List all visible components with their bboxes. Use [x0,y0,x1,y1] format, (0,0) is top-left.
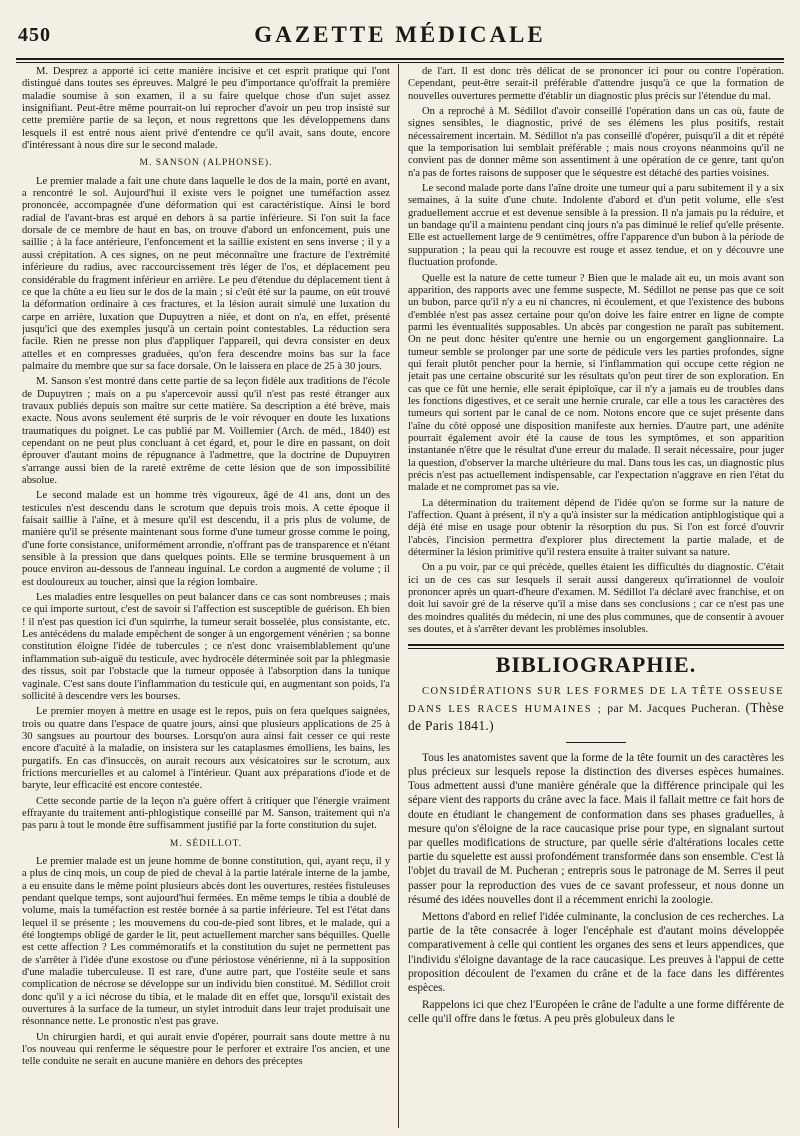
paragraph: Mettons d'abord en relief l'idée culminante, la conclusion de ces recherches. La partie de la tête consacrée à loger l'encéphale est d'autant moins développée comparativement à celle qui contient les organes des sens et leurs appendices, que l'individu s'éloigne davantage de la race caucasique. Les preuves à l'appui de cette proposition découlent de l'examen du crâne et de la face dans les différentes espèces. [408,911,784,995]
paragraph: Rappelons ici que chez l'Européen le crâne de l'adulte a une forme différente de celle qu'il offre dans le fœtus. A peu près globuleux dans le [408,999,784,1026]
reference-author: par M. Jacques Pucheran. [607,700,741,715]
journal-title: GAZETTE MÉDICALE [254,22,546,47]
bibliography-heading: BIBLIOGRAPHIE. [495,652,697,678]
paragraph: On a pu voir, par ce qui précède, quelles étaient les difficultés du diagnostic. C'était ici un de ces cas sur lesquels il serait aussi dangereux qu'irrationnel de vouloir prononcer après un quart-d'heure d'examen. M. Sédillot l'a déclaré avec franchise, et on doit lui savoir gré de la réserve qu'il a mise dans ses conclusions ; car ce n'est pas une des moindres qualités du médecin, ni une des plus communes, que de consentir à avouer ses doutes, et à s'arrêter devant les problèmes insolubles. [408,562,784,636]
paragraph: Le second malade est un homme très vigoureux, âgé de 41 ans, dont un des testicules n'est descendu dans le scrotum que depuis trois mois. A cette époque il faisait saillie à l'aîne, et à mesure qu'il est descendu, il a pris plus de volume, de manière qu'il se présente maintenant sous forme d'une tumeur grosse comme le poing, d'une forte consistance, uniformément arrondie, n'offrant pas de transparence et n'étant sensible à la pression que dans quelques points. Elle se termine brusquement à un pouce environ au-dessous de l'anneau inguinal. Le cordon a augmenté de volume ; il est douloureux au toucher, ainsi que la région lombaire. [22,490,390,588]
paragraph: La détermination du traitement dépend de l'idée qu'on se forme sur la nature de l'affection. Quant à présent, il n'y a qu'à insister sur la médication antiphlogistique qui a déjà été mise en usage pour obtenir la résorption du pus. Si l'on est forcé d'ouvrir l'abcès, l'incision permettra d'explorer plus directement la partie malade, et de déterminer la lésion primitive qu'il restera ensuite à traiter suivant sa nature. [408,497,784,559]
section-rule [408,644,784,649]
paragraph: Cette seconde partie de la leçon n'a guère offert à critiquer que l'énergie vraiment effrayante du traitement anti-phlogistique conseillé par M. Sanson, traitement qui n'a pas paru à tout le monde être suffisamment justifié par la forte constitution du sujet. [22,795,390,832]
column-divider [398,64,399,1128]
reference-source: (Thèse de Paris 1841.) [408,699,784,733]
right-column [408,66,784,1128]
header-rule [16,58,784,63]
paragraph: Un chirurgien hardi, et qui aurait envie d'opérer, pourrait sans doute mettre à nu l'os nouveau qui renferme le séquestre pour le perforer et extraire l'os ancien, et une telle conduite ne serait en aucune manière en dehors des préceptes [22,1031,390,1068]
paragraph: Les maladies entre lesquelles on peut balancer dans ce cas sont nombreuses ; mais ce qui importe surtout, c'est de savoir si l'affection est susceptible de guérison. Eh bien ! il n'est pas question ici d'un squirrhe, la tumeur serait bosselée, plus consistante, etc. Les antécédens du malade empêchent de songer à un engorgement vénérien ; sa bonne constitution éloigne l'idée de tubercules ; ce n'est donc vraisemblablement qu'une inflammation sub-aiguë du testicule, avec hydrocèle déterminée soit par la phlegmasie des tissus, soit par l'obstacle que la tumeur opposée à l'absorption dans la tunique vaginale. C'est sans doute l'inflammation du testicule qui, en augmentant son poids, l'a sollicité à descendre vers les bourses. [22,592,390,702]
paragraph: On a reproché à M. Sédillot d'avoir conseillé l'opération dans un cas où, faute de signes sensibles, le diagnostic, privé de ses élémens les plus positifs, restait nécessairement incertain. M. Sédillot n'a pas conseillé d'opérer, puisqu'il a dit et répété que la temporisation lui semblait préférable ; mais nous croyons néanmoins qu'il ne convient pas de donner même son assentiment à une opération de ce genre, tant qu'on n'a pas de fortes raisons de supposer que le séquestre est détaché des parties voisines. [408,106,784,179]
left-column [22,66,390,1128]
paragraph: Le premier moyen à mettre en usage est le repos, puis on fera quelques saignées, trois ou quatre dans l'espace de quatre jours, ainsi que plusieurs applications de 25 à 30 sangsues au pourtour des bourses. Lorsqu'on aura ainsi fait cesser ce qui reste encore d'acuité à la maladie, on insistera sur les cataplasmes émolliens, les bains, les purgatifs. En cas d'insuccès, on aurait recours aux vésicatoires sur le scrotum, aux frictions mercurielles et au calomel à l'intérieur. Quant aux préparations d'iode et de baryte, leur efficacité est encore contestée. [22,706,390,792]
page-number: 450 [18,24,51,46]
paragraph: M. Desprez a apporté ici cette manière incisive et cet esprit pratique qui l'ont distingué dans toutes ses épreuves. Malgré le peu d'importance qu'offrait la première maladie soumise à son examen, il a su faire quelque chose d'un sujet assez insignifiant. Peut-être même pourrait-on lui reprocher d'avoir un peu trop insisté sur cette première partie de sa leçon, et nous regrettons que les développemens dans lesquels il est entré nous aient privé d'entendre ce qu'il avait, sans doute, encore d'intéressant à nous dire sur le second malade. [22,66,390,152]
page-header [16,16,784,60]
paragraph: de l'art. Il est donc très délicat de se prononcer ici pour ou contre l'opération. Cependant, peut-être serait-il préférable d'attendre jusqu'à ce que la formation de nouvelles ouvertures permette d'établir un diagnostic plus précis sur l'étendue du mal. [408,66,784,102]
paragraph: M. Sanson s'est montré dans cette partie de sa leçon fidèle aux traditions de l'école de Dupuytren ; mais on a pu s'apercevoir aussi qu'il n'est pas resté étranger aux travaux publiés depuis son maître sur cette matière. Sa description a été brève, mais exacte. Nous avons seulement été surpris de le voir révoquer en doute les luxations traumatiques du poignet. Le cas publié par M. Voillemier (Arch. de méd., 1840) est cependant on ne peut plus concluant à cet égard, et, pour le dire en passant, on doit éprouver d'autant moins de répugnance à l'admettre, que la doctrine de Dupuytren s'arrange aussi bien de la rareté extrême de cette lésion que de son impossibilité absolue. [22,376,390,486]
bibliography-reference [408,682,784,734]
paragraph: Le second malade porte dans l'aîne droite une tumeur qui a paru subitement il y a six semaines, à la suite d'une chute. Indolente d'abord et d'un petit volume, elle s'est graduellement accrue et est devenue sensible à la pression. Il n'a jamais pu la réduire, et un bandage qu'il a maintenu pendant cinq jours n'a pas diminué le relief qu'elle présente. Elle est actuellement large de 9 centimètres, offre l'apparence d'un bubon à la période de suppuration ; la peau qui la recouvre est rouge et assez tendue, et on y découvre une fluctuation profonde. [408,183,784,269]
section-heading-sedillot: M. SÉDILLOT. [169,838,243,849]
paragraph: Tous les anatomistes savent que la forme de la tête fournit un des caractères les plus précieux sur lesquels repose la distinction des diverses espèces humaines. Tous admettent aussi d'une manière générale que la différence principale qui les sépare vient des rapports du crâne avec la face. Mais il fallait mettre ce fait hors de doute en étudiant le changement de conformation dans ses phases graduelles, à mesure qu'on s'éloigne de la race caucasique prise pour type, en signalant surtout par quelles modifications de structure, par quelle série d'altérations locales cette partie du squelette est aussi profondément transformée dans son ensemble. C'est là l'objet du travail de M. Pucheran ; entrepris sous le patronage de M. Serres il peut passer pour la reproduction des vues de ce savant professeur, et nous donne un résumé des idées nouvelles dont il a récemment enrichi la zoologie. [408,751,784,906]
short-rule [566,742,626,743]
section-heading-sanson: M. SANSON (ALPHONSE). [139,158,273,169]
bibliography-body [408,751,784,1027]
paragraph: Le premier malade a fait une chute dans laquelle le dos de la main, porté en avant, a rencontré le sol. Aujourd'hui il existe vers le poignet une tuméfaction assez prononcée, accompagnée d'une déformation qui est caractéristique. Ainsi le bord radial de l'avant-bras est arqué en dehors à sa partie inférieure. Si l'on suit la face dorsale de ce membre de haut en bas, on trouve d'abord un enfoncement, puis une saillie ; à la face antérieure, l'enfoncement et la saillie existent en sens inverse ; il y a aussi crépitation. A ces signes, on ne peut méconnaître une fracture de l'extrémité inférieure du radius, avec raccourcissement très léger de l'os, et déplacement peu considérable du fragment inférieur en arrière. Le peu d'étendue du déplacement tient à ce que la chûte a eu lieu sur le dos de la main ; si c'eût été sur la paume, on eût trouvé la déformation ordinaire à ces fractures, et la lésion aurait simulé une luxation du carpe en arrière, luxation que Dupuytren a niée, et dont on n'a, en effet, présenté jusqu'ici que des exemples jusqu'à un certain point contestables. La réduction sera facile. Rien ne presse non plus d'appliquer l'appareil, qui devra consister en deux attelles et en compresses graduées, qu'on fera descendre moins bas sur la face palmaire du membre que sur sa face dorsale. On le laissera en place de 25 à 30 jours. [22,175,390,372]
paragraph: Le premier malade est un jeune homme de bonne constitution, qui, ayant reçu, il y a plus de cinq mois, un coup de pied de cheval à la partie latérale interne de la jambe, a eu ensuite dans le même point plusieurs abcès dont les ouvertures, restées fistuleuses pendant quelque temps, sont aujourd'hui fermées. En même temps le tibia a doublé de volume, mais la tuméfaction est restée bornée à sa partie inférieure. Tel est l'état dans lequel il se présente ; les mouvemens du cou-de-pied sont libres, et le malade, qui a été longtemps obligé de garder le lit, peut actuellement marcher sans béquilles. Quelle est cette affection ? Les commémoratifs et la constitution du sujet ne permettent pas de s'arrêter à l'idée d'une exostose ou d'une périostose vénérienne, ni à la supposition d'une maladie tuberculeuse. Il est rare, d'une autre part, que l'ostéite seule et sans complication de nécrose se développe sur un individu bien constitué. M. Sédillot croit donc qu'il y a ici nécrose du tibia, et le malade dit en effet que, lorsqu'il existait des ouvertures à la surface de la tumeur, un stylet introduit dans leur trajet produisait une résonnance nette. Le pronostic n'est pas grave. [22,855,390,1028]
paragraph: Quelle est la nature de cette tumeur ? Bien que le malade ait eu, un mois avant son apparition, des rapports avec une femme suspecte, M. Sédillot ne pense pas que ce soit un bubon, parce qu'il n'y a eu ni chancres, ni écoulement, et que l'existence des bubons d'emblée n'est pas assez certaine pour qu'on doive les faire entrer en ligne de compte parmi les éventualités supposables. Un abcès par congestion ne paraît pas subitement. On ne peut donc hésiter qu'entre une hernie ou un engorgement ganglionnaire. La tumeur semble se prolonger par une sorte de pédicule vers les parties profondes, signe qui ferait plutôt pencher pour la hernie, si l'inflammation qui occupe cette région ne jetait pas une certaine obscurité sur les résultats qu'on peut tirer de son exploration. En cas que ce fût une hernie, elle serait épiploïque, car il n'y a jamais eu de troubles dans les fonctions digestives, et ce serait une hernie crurale, car elle a tous les caractères des tumeurs qui sortent par le canal de ce nom. Notons encore que ce sujet présente dans l'aîne du côté opposé une disposition manifeste aux hernies. D'autre part, une adénite pourrait également avoir été la cause de tous les symptômes, et son apparition instantanée n'être que le résultat d'une erreur du malade. Il serait nécessaire, pour juger la question, d'observer la marche ultérieure du mal. Dans tous les cas, un diagnostic plus précis n'est pas actuellement indispensable, car l'expectation n'aggrave en rien l'état du malade et ne compromet pas sa vie. [408,272,784,494]
reference-title: CONSIDÉRATIONS SUR LES FORMES DE LA TÊTE OSSEUSE DANS LES RACES HUMAINES ; [408,685,784,715]
